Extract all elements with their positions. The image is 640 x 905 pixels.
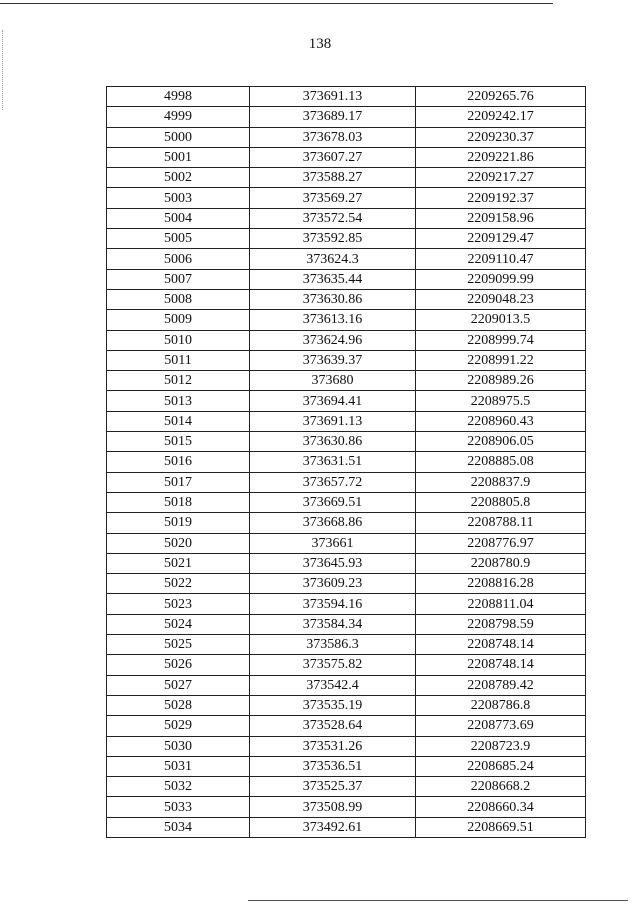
table-row (107, 777, 586, 797)
table-row (107, 330, 586, 350)
x-coordinate-cell: 373588.27 (250, 168, 416, 188)
point-number-cell: 5016 (107, 452, 250, 472)
x-coordinate-cell: 373528.64 (250, 716, 416, 736)
y-coordinate-cell: 2208788.11 (416, 513, 586, 533)
x-coordinate-cell: 373607.27 (250, 147, 416, 167)
y-coordinate-cell: 2208723.9 (416, 736, 586, 756)
point-number-cell: 5001 (107, 147, 250, 167)
y-coordinate-cell: 2208989.26 (416, 371, 586, 391)
table-row (107, 371, 586, 391)
point-number-cell: 5025 (107, 635, 250, 655)
point-number-cell: 5007 (107, 269, 250, 289)
y-coordinate-cell: 2209129.47 (416, 229, 586, 249)
y-coordinate-cell: 2208960.43 (416, 411, 586, 431)
point-number-cell: 5005 (107, 229, 250, 249)
y-coordinate-cell: 2209110.47 (416, 249, 586, 269)
table-row (107, 614, 586, 634)
x-coordinate-cell: 373531.26 (250, 736, 416, 756)
coordinates-table-container (106, 86, 585, 838)
table-row (107, 817, 586, 837)
table-row (107, 492, 586, 512)
x-coordinate-cell: 373508.99 (250, 797, 416, 817)
table-row (107, 188, 586, 208)
y-coordinate-cell: 2208999.74 (416, 330, 586, 350)
x-coordinate-cell: 373624.96 (250, 330, 416, 350)
point-number-cell: 5004 (107, 208, 250, 228)
point-number-cell: 5032 (107, 777, 250, 797)
x-coordinate-cell: 373575.82 (250, 655, 416, 675)
table-row (107, 756, 586, 776)
x-coordinate-cell: 373657.72 (250, 472, 416, 492)
y-coordinate-cell: 2208816.28 (416, 574, 586, 594)
table-row (107, 411, 586, 431)
y-coordinate-cell: 2208685.24 (416, 756, 586, 776)
point-number-cell: 5031 (107, 756, 250, 776)
table-row (107, 432, 586, 452)
table-row (107, 350, 586, 370)
y-coordinate-cell: 2208975.5 (416, 391, 586, 411)
point-number-cell: 5023 (107, 594, 250, 614)
table-body (107, 87, 586, 838)
point-number-cell: 5024 (107, 614, 250, 634)
y-coordinate-cell: 2208906.05 (416, 432, 586, 452)
y-coordinate-cell: 2209192.37 (416, 188, 586, 208)
x-coordinate-cell: 373609.23 (250, 574, 416, 594)
table-row (107, 310, 586, 330)
point-number-cell: 5017 (107, 472, 250, 492)
point-number-cell: 5010 (107, 330, 250, 350)
x-coordinate-cell: 373525.37 (250, 777, 416, 797)
coordinates-table (106, 86, 586, 838)
table-row (107, 127, 586, 147)
table-row (107, 87, 586, 107)
table-row (107, 107, 586, 127)
table-row (107, 635, 586, 655)
x-coordinate-cell: 373542.4 (250, 675, 416, 695)
table-row (107, 472, 586, 492)
x-coordinate-cell: 373668.86 (250, 513, 416, 533)
x-coordinate-cell: 373639.37 (250, 350, 416, 370)
table-row (107, 533, 586, 553)
y-coordinate-cell: 2208798.59 (416, 614, 586, 634)
table-row (107, 249, 586, 269)
x-coordinate-cell: 373680 (250, 371, 416, 391)
x-coordinate-cell: 373535.19 (250, 695, 416, 715)
y-coordinate-cell: 2208811.04 (416, 594, 586, 614)
x-coordinate-cell: 373678.03 (250, 127, 416, 147)
point-number-cell: 5033 (107, 797, 250, 817)
point-number-cell: 5030 (107, 736, 250, 756)
table-row (107, 594, 586, 614)
x-coordinate-cell: 373694.41 (250, 391, 416, 411)
page-number: 138 (308, 36, 332, 52)
point-number-cell: 5008 (107, 289, 250, 309)
table-row (107, 147, 586, 167)
y-coordinate-cell: 2209048.23 (416, 289, 586, 309)
x-coordinate-cell: 373492.61 (250, 817, 416, 837)
y-coordinate-cell: 2209013.5 (416, 310, 586, 330)
table-row (107, 168, 586, 188)
table-row (107, 574, 586, 594)
table-row (107, 391, 586, 411)
y-coordinate-cell: 2209158.96 (416, 208, 586, 228)
point-number-cell: 5009 (107, 310, 250, 330)
table-row (107, 513, 586, 533)
x-coordinate-cell: 373586.3 (250, 635, 416, 655)
x-coordinate-cell: 373691.13 (250, 411, 416, 431)
y-coordinate-cell: 2208789.42 (416, 675, 586, 695)
x-coordinate-cell: 373613.16 (250, 310, 416, 330)
x-coordinate-cell: 373669.51 (250, 492, 416, 512)
table-row (107, 208, 586, 228)
point-number-cell: 5003 (107, 188, 250, 208)
bottom-rule (248, 900, 628, 901)
y-coordinate-cell: 2208773.69 (416, 716, 586, 736)
point-number-cell: 5028 (107, 695, 250, 715)
point-number-cell: 5000 (107, 127, 250, 147)
y-coordinate-cell: 2208776.97 (416, 533, 586, 553)
point-number-cell: 5012 (107, 371, 250, 391)
table-row (107, 797, 586, 817)
y-coordinate-cell: 2208748.14 (416, 655, 586, 675)
x-coordinate-cell: 373691.13 (250, 87, 416, 107)
table-row (107, 452, 586, 472)
point-number-cell: 4998 (107, 87, 250, 107)
point-number-cell: 5015 (107, 432, 250, 452)
point-number-cell: 5027 (107, 675, 250, 695)
y-coordinate-cell: 2208837.9 (416, 472, 586, 492)
point-number-cell: 5029 (107, 716, 250, 736)
y-coordinate-cell: 2208660.34 (416, 797, 586, 817)
y-coordinate-cell: 2209217.27 (416, 168, 586, 188)
table-row (107, 716, 586, 736)
y-coordinate-cell: 2209221.86 (416, 147, 586, 167)
point-number-cell: 5026 (107, 655, 250, 675)
point-number-cell: 5011 (107, 350, 250, 370)
y-coordinate-cell: 2208748.14 (416, 635, 586, 655)
x-coordinate-cell: 373661 (250, 533, 416, 553)
point-number-cell: 4999 (107, 107, 250, 127)
x-coordinate-cell: 373635.44 (250, 269, 416, 289)
x-coordinate-cell: 373594.16 (250, 594, 416, 614)
table-row (107, 229, 586, 249)
point-number-cell: 5006 (107, 249, 250, 269)
point-number-cell: 5014 (107, 411, 250, 431)
x-coordinate-cell: 373689.17 (250, 107, 416, 127)
table-row (107, 655, 586, 675)
point-number-cell: 5013 (107, 391, 250, 411)
x-coordinate-cell: 373631.51 (250, 452, 416, 472)
table-row (107, 289, 586, 309)
point-number-cell: 5020 (107, 533, 250, 553)
table-row (107, 695, 586, 715)
table-row (107, 269, 586, 289)
y-coordinate-cell: 2208885.08 (416, 452, 586, 472)
y-coordinate-cell: 2208669.51 (416, 817, 586, 837)
y-coordinate-cell: 2208805.8 (416, 492, 586, 512)
x-coordinate-cell: 373630.86 (250, 289, 416, 309)
table-row (107, 736, 586, 756)
y-coordinate-cell: 2208668.2 (416, 777, 586, 797)
y-coordinate-cell: 2209242.17 (416, 107, 586, 127)
x-coordinate-cell: 373572.54 (250, 208, 416, 228)
y-coordinate-cell: 2208786.8 (416, 695, 586, 715)
x-coordinate-cell: 373536.51 (250, 756, 416, 776)
point-number-cell: 5018 (107, 492, 250, 512)
y-coordinate-cell: 2208780.9 (416, 553, 586, 573)
x-coordinate-cell: 373624.3 (250, 249, 416, 269)
x-coordinate-cell: 373569.27 (250, 188, 416, 208)
x-coordinate-cell: 373645.93 (250, 553, 416, 573)
table-row (107, 675, 586, 695)
x-coordinate-cell: 373592.85 (250, 229, 416, 249)
x-coordinate-cell: 373584.34 (250, 614, 416, 634)
table-row (107, 553, 586, 573)
y-coordinate-cell: 2208991.22 (416, 350, 586, 370)
top-rule (0, 3, 553, 4)
point-number-cell: 5002 (107, 168, 250, 188)
point-number-cell: 5034 (107, 817, 250, 837)
y-coordinate-cell: 2209230.37 (416, 127, 586, 147)
point-number-cell: 5019 (107, 513, 250, 533)
point-number-cell: 5022 (107, 574, 250, 594)
y-coordinate-cell: 2209265.76 (416, 87, 586, 107)
x-coordinate-cell: 373630.86 (250, 432, 416, 452)
y-coordinate-cell: 2209099.99 (416, 269, 586, 289)
point-number-cell: 5021 (107, 553, 250, 573)
